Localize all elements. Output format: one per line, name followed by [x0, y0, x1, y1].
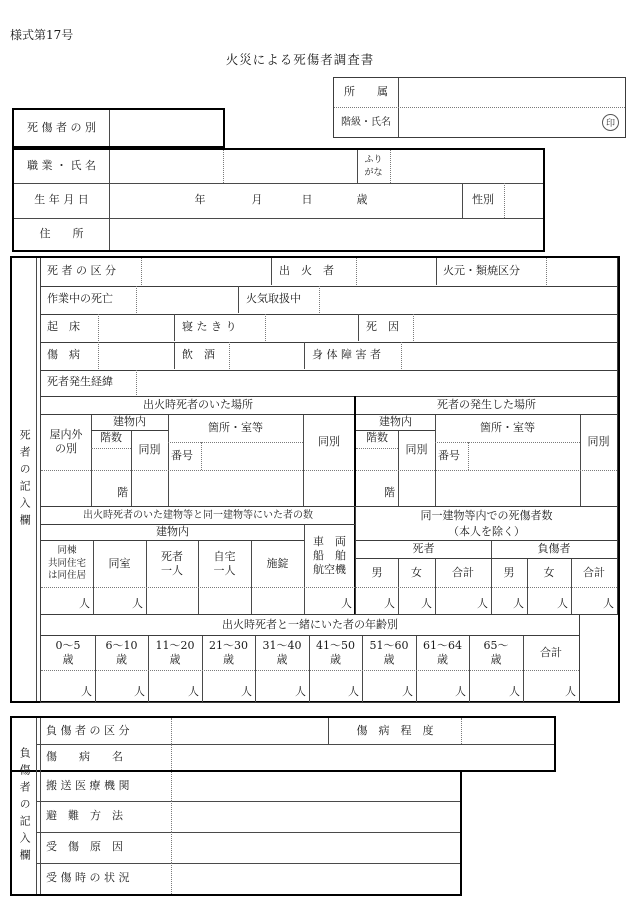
divider — [36, 258, 37, 701]
handling-fire-label: 火気取扱中 — [246, 292, 301, 306]
unit-age: 歳 — [356, 193, 368, 207]
count-field[interactable]: 人 — [557, 596, 568, 610]
age-range-label: 51〜60 歳 — [369, 638, 409, 666]
male-label: 男 — [371, 565, 383, 579]
address-field[interactable] — [110, 218, 543, 250]
fire-starter-label: 出 火 者 — [279, 264, 334, 278]
age-range-label: 41〜50 歳 — [316, 638, 355, 666]
count-field[interactable]: 人 — [341, 596, 352, 610]
occupation-name-label: 職 業 ・ 氏 名 — [27, 159, 96, 173]
death-row-5 — [40, 370, 618, 397]
count-field[interactable]: 人 — [477, 596, 488, 610]
count-field[interactable] — [251, 587, 304, 614]
injury-situation-field[interactable] — [172, 863, 460, 894]
number-label: 番号 — [438, 448, 460, 462]
location-of-death-table — [355, 396, 618, 507]
sex-label: 性別 — [472, 193, 494, 207]
sickness-field[interactable] — [99, 342, 173, 369]
count-field[interactable]: 人 — [603, 596, 614, 610]
department-label: 所 属 — [344, 85, 388, 99]
locked-label: 施錠 — [266, 556, 289, 570]
divider — [460, 770, 462, 896]
same-room-label: 同室 — [108, 556, 131, 570]
count-field[interactable]: 人 — [295, 684, 306, 698]
fire-starter-field[interactable] — [357, 258, 435, 285]
divider — [238, 286, 239, 313]
origin-spread-field[interactable] — [547, 258, 617, 285]
same-separate-label: 同別 — [587, 434, 610, 448]
unit-year: 年 — [194, 193, 206, 207]
count-field[interactable]: 人 — [81, 684, 92, 698]
floor-unit: 階 — [117, 485, 128, 499]
companions-right-header: 同一建物等内での死傷者数 （本人を除く） — [356, 507, 617, 541]
building-label: 建物内 — [91, 415, 168, 431]
handling-fire-field[interactable] — [320, 286, 617, 313]
injury-severity-label: 傷 病 程 度 — [356, 723, 434, 737]
location-at-ignition-table — [40, 396, 356, 507]
cause-of-death-label: 死 因 — [366, 320, 399, 334]
count-field[interactable]: 人 — [132, 596, 143, 610]
location-left-header: 出火時死者のいた場所 — [41, 397, 355, 415]
count-field[interactable]: 人 — [384, 596, 395, 610]
seal-icon: 印 — [602, 114, 619, 131]
death-section-box — [10, 256, 620, 703]
rank-name-field[interactable] — [399, 107, 599, 137]
divider — [174, 342, 175, 369]
age-range-label: 6〜10 歳 — [105, 638, 138, 666]
department-field[interactable] — [399, 78, 625, 107]
same-building-casualties-table — [355, 506, 618, 615]
number-label: 番号 — [171, 448, 193, 462]
bedridden-label: 寝 た き り — [182, 320, 237, 334]
furigana-label: ふり がな — [364, 154, 383, 178]
disability-field[interactable] — [402, 342, 617, 369]
count-field[interactable]: 人 — [79, 596, 90, 610]
total-label: 合計 — [583, 565, 605, 579]
count-field[interactable]: 人 — [421, 596, 432, 610]
evacuation-method-label: 避 難 方 法 — [46, 809, 123, 823]
bedridden-field[interactable] — [266, 314, 357, 341]
unit-day: 日 — [301, 193, 313, 207]
age-range-label: 31〜40 歳 — [262, 638, 302, 666]
count-field[interactable] — [146, 587, 198, 614]
location-right-field[interactable] — [356, 471, 617, 506]
number-field[interactable] — [469, 442, 580, 470]
divider — [10, 894, 462, 896]
count-field[interactable]: 人 — [241, 684, 252, 698]
injury-section-box — [10, 716, 556, 896]
death-at-work-field[interactable] — [137, 286, 237, 313]
divider — [356, 448, 398, 449]
drinking-field[interactable] — [230, 342, 303, 369]
origin-spread-label: 火元・類焼区分 — [443, 264, 520, 278]
same-separate-label: 同別 — [138, 442, 161, 456]
injury-name-field[interactable] — [172, 744, 554, 770]
injured-group-label: 負傷者 — [491, 541, 617, 559]
sex-field[interactable] — [505, 183, 543, 218]
injury-section-side-label: 負傷者の記入欄 — [18, 746, 32, 866]
location-right-header: 死者の発生した場所 — [356, 397, 617, 415]
building-label: 建物内 — [356, 415, 435, 431]
medical-institution-label: 搬 送 医 療 機 関 — [46, 779, 130, 793]
count-field[interactable]: 人 — [509, 684, 520, 698]
death-circumstances-field[interactable] — [137, 370, 617, 395]
divider — [328, 718, 329, 744]
total-label: 合計 — [452, 565, 474, 579]
injury-name-label: 傷 病 名 — [46, 749, 123, 763]
disability-label: 身 体 障 害 者 — [312, 348, 381, 362]
vehicle-vessel-aircraft-label: 車 両 船 舶 航空機 — [313, 534, 346, 577]
death-section-content — [40, 258, 618, 701]
awake-label: 起 床 — [47, 320, 80, 334]
medical-institution-field[interactable] — [172, 772, 460, 801]
age-range-label: 11〜20 歳 — [155, 638, 195, 666]
home-alone-label: 自宅 一人 — [213, 549, 236, 577]
companions-count-table — [40, 506, 356, 615]
death-circumstances-label: 死者発生経緯 — [47, 375, 113, 389]
count-field[interactable]: 人 — [402, 684, 413, 698]
same-separate-label: 同別 — [318, 434, 340, 448]
birthdate-field[interactable] — [110, 183, 461, 218]
divider — [271, 258, 272, 285]
sickness-label: 傷 病 — [47, 348, 80, 362]
birthdate-label: 生 年 月 日 — [34, 193, 89, 207]
count-field[interactable] — [198, 587, 251, 614]
drinking-label: 飲 酒 — [182, 348, 215, 362]
place-room-label: 箇所・室等 — [480, 421, 535, 435]
same-building-housing-label: 同棟 共同住宅 は同住居 — [47, 545, 86, 582]
count-field[interactable]: 人 — [565, 684, 576, 698]
indoor-outdoor-label: 屋内外 の別 — [49, 427, 83, 455]
female-label: 女 — [411, 565, 422, 579]
floors-label: 階数 — [366, 431, 388, 445]
place-room-label: 箇所・室等 — [208, 421, 263, 435]
count-field[interactable]: 人 — [348, 684, 359, 698]
injury-class-label: 負 傷 者 の 区 分 — [46, 723, 130, 737]
casualty-class-label: 死 傷 者 の 別 — [27, 120, 96, 134]
count-field[interactable]: 人 — [188, 684, 199, 698]
casualty-class-box — [12, 108, 225, 148]
injury-cause-label: 受 傷 原 因 — [46, 840, 123, 854]
floors-label: 階数 — [100, 431, 122, 445]
divider — [358, 314, 359, 341]
death-row-4 — [40, 342, 618, 371]
location-left-field[interactable] — [41, 471, 355, 506]
form-number: 様式第17号 — [10, 28, 74, 43]
female-label: 女 — [543, 565, 555, 579]
evacuation-method-field[interactable] — [172, 801, 460, 832]
injury-class-field[interactable] — [172, 718, 327, 744]
male-label: 男 — [503, 565, 515, 579]
casualty-class-field[interactable] — [110, 110, 223, 146]
divider — [91, 448, 131, 449]
deceased-alone-label: 死者 一人 — [161, 549, 183, 577]
companion-age-table — [40, 614, 580, 703]
unit-month: 月 — [251, 193, 263, 207]
name-field[interactable] — [224, 150, 356, 183]
death-section-side-label: 死者の記入欄 — [18, 428, 32, 531]
divider — [174, 314, 175, 341]
divider — [554, 716, 556, 772]
age-range-label: 21〜30 歳 — [209, 638, 248, 666]
age-range-label: 61〜64 歳 — [423, 638, 462, 666]
number-field[interactable] — [202, 442, 303, 470]
death-class-label: 死 者 の 区 分 — [47, 264, 116, 278]
age-range-label: 0〜5 歳 — [55, 638, 81, 666]
injury-situation-label: 受 傷 時 の 状 況 — [46, 871, 130, 885]
count-field[interactable]: 人 — [455, 684, 466, 698]
injury-severity-field[interactable] — [462, 718, 554, 744]
personal-info-box — [12, 148, 545, 252]
address-label: 住 所 — [39, 226, 84, 240]
death-row-3 — [40, 314, 618, 343]
death-row-2 — [40, 286, 618, 315]
companions-left-header: 出火時死者のいた建物等と同一建物等にいた者の数 — [41, 507, 355, 525]
age-table-header: 出火時死者と一緒にいた者の年齢別 — [41, 615, 579, 636]
awake-field[interactable] — [99, 314, 173, 341]
building-label: 建物内 — [41, 525, 304, 541]
divider — [436, 258, 437, 285]
age-range-label: 65〜 歳 — [483, 638, 509, 666]
injury-cause-field[interactable] — [172, 832, 460, 863]
floor-unit: 階 — [384, 485, 395, 499]
count-field[interactable]: 人 — [513, 596, 524, 610]
cause-of-death-field[interactable] — [414, 314, 617, 341]
death-class-field[interactable] — [142, 258, 270, 285]
death-at-work-label: 作業中の死亡 — [47, 292, 113, 306]
furigana-field[interactable] — [391, 150, 543, 183]
death-row-1 — [40, 258, 618, 287]
divider — [304, 342, 305, 369]
page-title: 火災による死傷者調査書 — [225, 51, 375, 67]
count-field[interactable]: 人 — [134, 684, 145, 698]
affiliation-box — [333, 77, 626, 138]
dead-group-label: 死者 — [356, 541, 491, 559]
same-separate-label: 同別 — [405, 442, 428, 456]
age-total-label: 合計 — [540, 645, 562, 659]
occupation-field[interactable] — [110, 150, 222, 183]
rank-name-label: 階級・氏名 — [341, 116, 391, 128]
